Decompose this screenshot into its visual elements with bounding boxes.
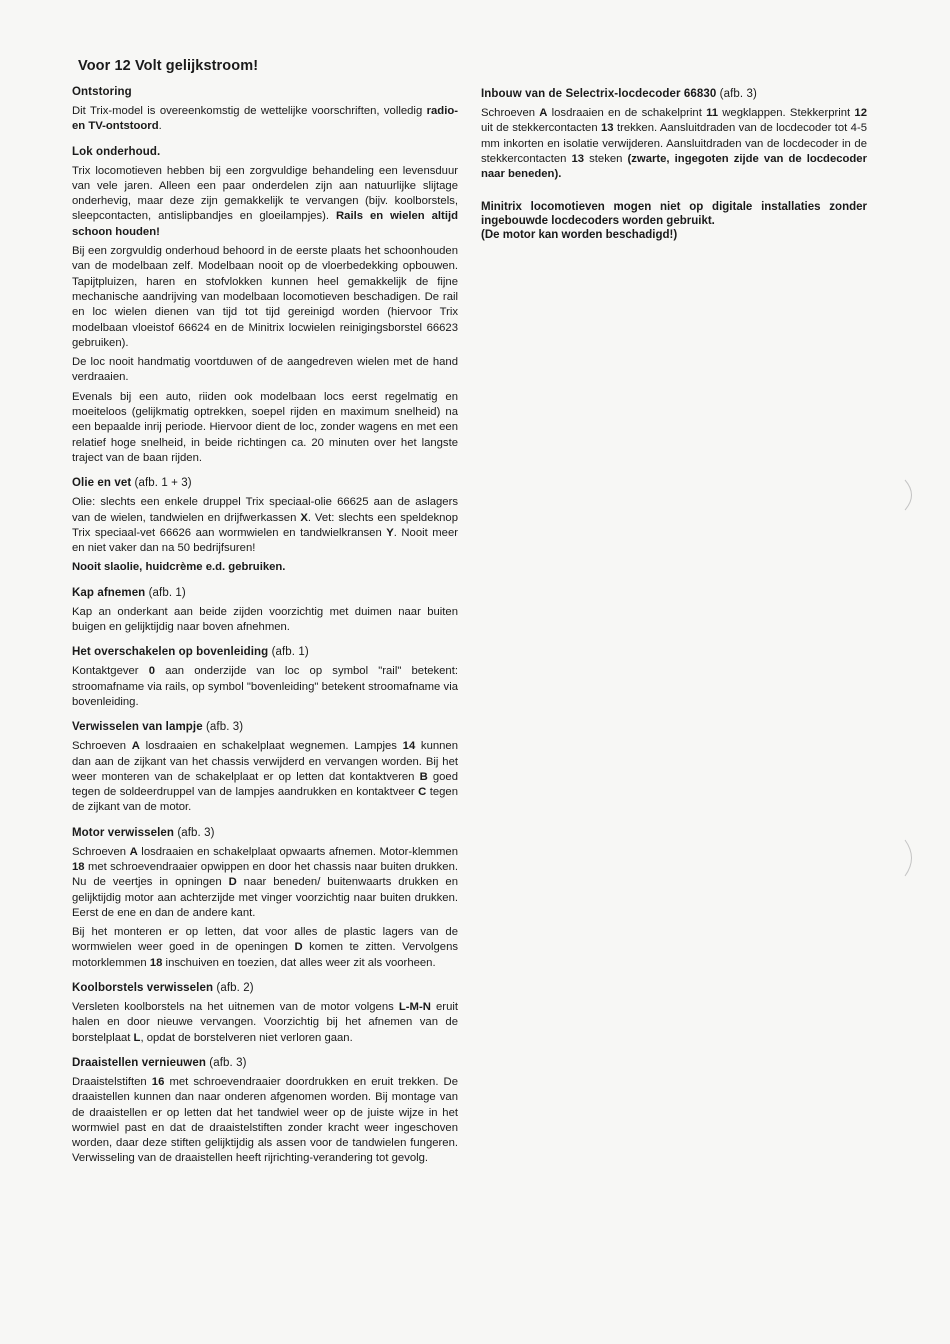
olie-warning: Nooit slaolie, huidcrème e.d. gebruiken. (72, 561, 286, 574)
heading-inbouw: Inbouw van de Selectrix-locdecoder 66830 (afb. 3) (481, 88, 757, 100)
onderhoud-paragraph-3: De loc nooit handmatig voortduwen of de aangedreven wielen met de hand verdraaien. (72, 356, 458, 384)
heading-draaistellen: Draaistellen vernieuwen (afb. 3) (72, 1056, 247, 1069)
ontstoring-paragraph: Dit Trix-model is overeenkomstig de wettelijke voorschriften, volledig radio- en TV-ontstoord. (72, 105, 458, 133)
motor-paragraph-1: Schroeven A losdraaien en schakelplaat opwaarts afnemen. Motor-klemmen 18 met schroevendraaier opwippen en door het chassis naar buiten drukken. Nu de veertjes in opningen D naar beneden/ buitenwaarts drukken en gelijktijdig motor aan achterzijde met vinger voorzichtig naar buiten drukken. Eerst de ene en dan de andere kant. (72, 845, 458, 919)
onderhoud-paragraph-1: Trix locomotieven hebben bij een zorgvuldige behandeling een levensduur van vele jaren. Alleen een paar onderdelen zijn aan natuurlijke slijtage onderhevig, maar deze zijn gemakkelijk te vervangen (bijv. koolborstels, sleepcontacten, antislipbandjes en gloeilampjes). Rails en wielen altijd schoon houden! (72, 164, 458, 238)
heading-kap: Kap afnemen (afb. 1) (72, 586, 186, 599)
onderhoud-paragraph-4: Evenals bij een auto, riiden ook modelbaan locs eerst regelmatig en moeiteloos (gelijkmatig optrekken, soepel rijden en maximum snelheid) na een bepaalde inrij periode. Hiervoor dient de loc, zonder wagens en met een relatief hoge snelheid, in beide richtingen ca. 20 minuten over het langste traject van de baan rijden. (72, 390, 458, 464)
minitrix-warning-line-1: Minitrix locomotieven mogen niet op digitale installaties zonder ingebouwde locdecoders worden gebruikt. (481, 201, 867, 228)
onderhoud-paragraph-2: Bij een zorgvuldig onderhoud behoord in de eerste plaats het schoonhouden van de modelbaan zelf. Modelbaan nooit op de vloerbedekking opbouwen. Tapijtpluizen, haren en stofvlokken kunnen heel gemakkelijk de fijne mechanische aandrijving van modelbaan locomotieven beschadigen. De rail en loc wielen dienen van tijd tot tijd gereinigd worden (hiervoor Trix modelbaan vloeistof 66624 en de Minitrix locwielen reinigingsborstel 66623 gebruiken). (72, 245, 458, 349)
scan-mark-upper (905, 480, 912, 510)
section-overschakelen (72, 646, 458, 710)
lampje-paragraph: Schroeven A losdraaien en schakelplaat wegnemen. Lampjes 14 kunnen dan aan de zijkant van het chassis verwijderd en vervangen worden. Bij het weer monteren van de schakelplaat er op letten dat kontaktveren B goed tegen de soldeerdruppel van de lampjes aandrukken en kontaktveer C tegen de zijkant van de motor. (72, 740, 458, 814)
minitrix-warning-line-2: (De motor kan worden beschadigd!) (481, 229, 678, 242)
heading-motor: Motor verwisselen (afb. 3) (72, 826, 215, 839)
section-draaistellen (72, 1057, 458, 1167)
draaistellen-paragraph: Draaistelstiften 16 met schroevendraaier doordrukken en eruit trekken. De draaistellen kunnen dan naar onderen afgenomen worden. Bij montage van de draaistellen er op letten dat het tandwiel weer op de juiste wijze in het wormwiel past en dat de draaistelstiften zonder kracht weer ingeschoven worden, daar deze stiften gelijktijdig als assen voor de tandwielen fungeren. Verwisseling van de draaistellen heeft rijrichting-verandering tot gevolg. (72, 1075, 458, 1165)
section-olie (72, 477, 458, 575)
section-minitrix-warning (481, 200, 867, 242)
scan-mark-lower (905, 840, 912, 876)
heading-lampje: Verwisselen van lampje (afb. 3) (72, 721, 244, 734)
section-kap (72, 587, 458, 636)
motor-paragraph-2: Bij het monteren er op letten, dat voor alles de plastic lagers van de wormwielen weer goed in de openingen D komen te zitten. Vervolgens motorklemmen 18 inschuiven en toezien, dat alles weer zit als voorheen. (72, 926, 459, 969)
heading-olie: Olie en vet (afb. 1 + 3) (72, 477, 192, 490)
page-title: Voor 12 Volt gelijkstroom! (78, 58, 259, 74)
overschakelen-paragraph: Kontaktgever 0 aan onderzijde van loc op symbol "rail" betekent: stroomafname via rails, op symbol "bovenleiding" betekent stroomafname via bovenleiding. (72, 665, 458, 708)
left-column (72, 58, 458, 1178)
inbouw-paragraph: Schroeven A losdraaien en de schakelprint 11 wegklappen. Stekkerprint 12 uit de stekkercontacten 13 trekken. Aansluitdraden van de locdecoder tot 4-5 mm inkorten en isolatie verwijderen. Aansluitdraden van de locdecoder in de stekkercontacten 13 steken (zwarte, ingegoten zijde van de locdecoder naar beneden). (481, 107, 867, 181)
koolborstels-paragraph: Versleten koolborstels na het uitnemen van de motor volgens L-M-N eruit halen en door nieuwe vervangen. Voorzichtig bij het afnemen van de borstelplaat L, opdat de borstelveren niet verloren gaan. (72, 1001, 458, 1044)
section-onderhoud (72, 146, 458, 467)
section-lampje (72, 721, 458, 815)
heading-ontstoring: Ontstoring (72, 86, 132, 98)
section-koolborstels (72, 982, 458, 1046)
kap-paragraph: Kap an onderkant aan beide zijden voorzichtig met duimen naar buiten buigen en gelijktijdig naar boven afnehmen. (72, 605, 458, 634)
section-motor (72, 827, 458, 971)
right-column (481, 88, 867, 253)
section-ontstoring (72, 86, 458, 135)
heading-overschakelen: Het overschakelen op bovenleiding (afb. 1) (72, 646, 309, 659)
heading-koolborstels: Koolborstels verwisselen (afb. 2) (72, 982, 254, 995)
olie-paragraph: Olie: slechts een enkele druppel Trix speciaal-olie 66625 aan de aslagers van de wielen, tandwielen en drijfwerkassen X. Vet: slechts een speldeknop Trix speciaal-vet 66626 aan wormwielen en tandwielkransen Y. Nooit meer en niet vaker dan na 50 bedrijfsuren! (72, 496, 458, 555)
section-inbouw (481, 88, 867, 182)
heading-onderhoud: Lok onderhoud. (72, 145, 161, 158)
